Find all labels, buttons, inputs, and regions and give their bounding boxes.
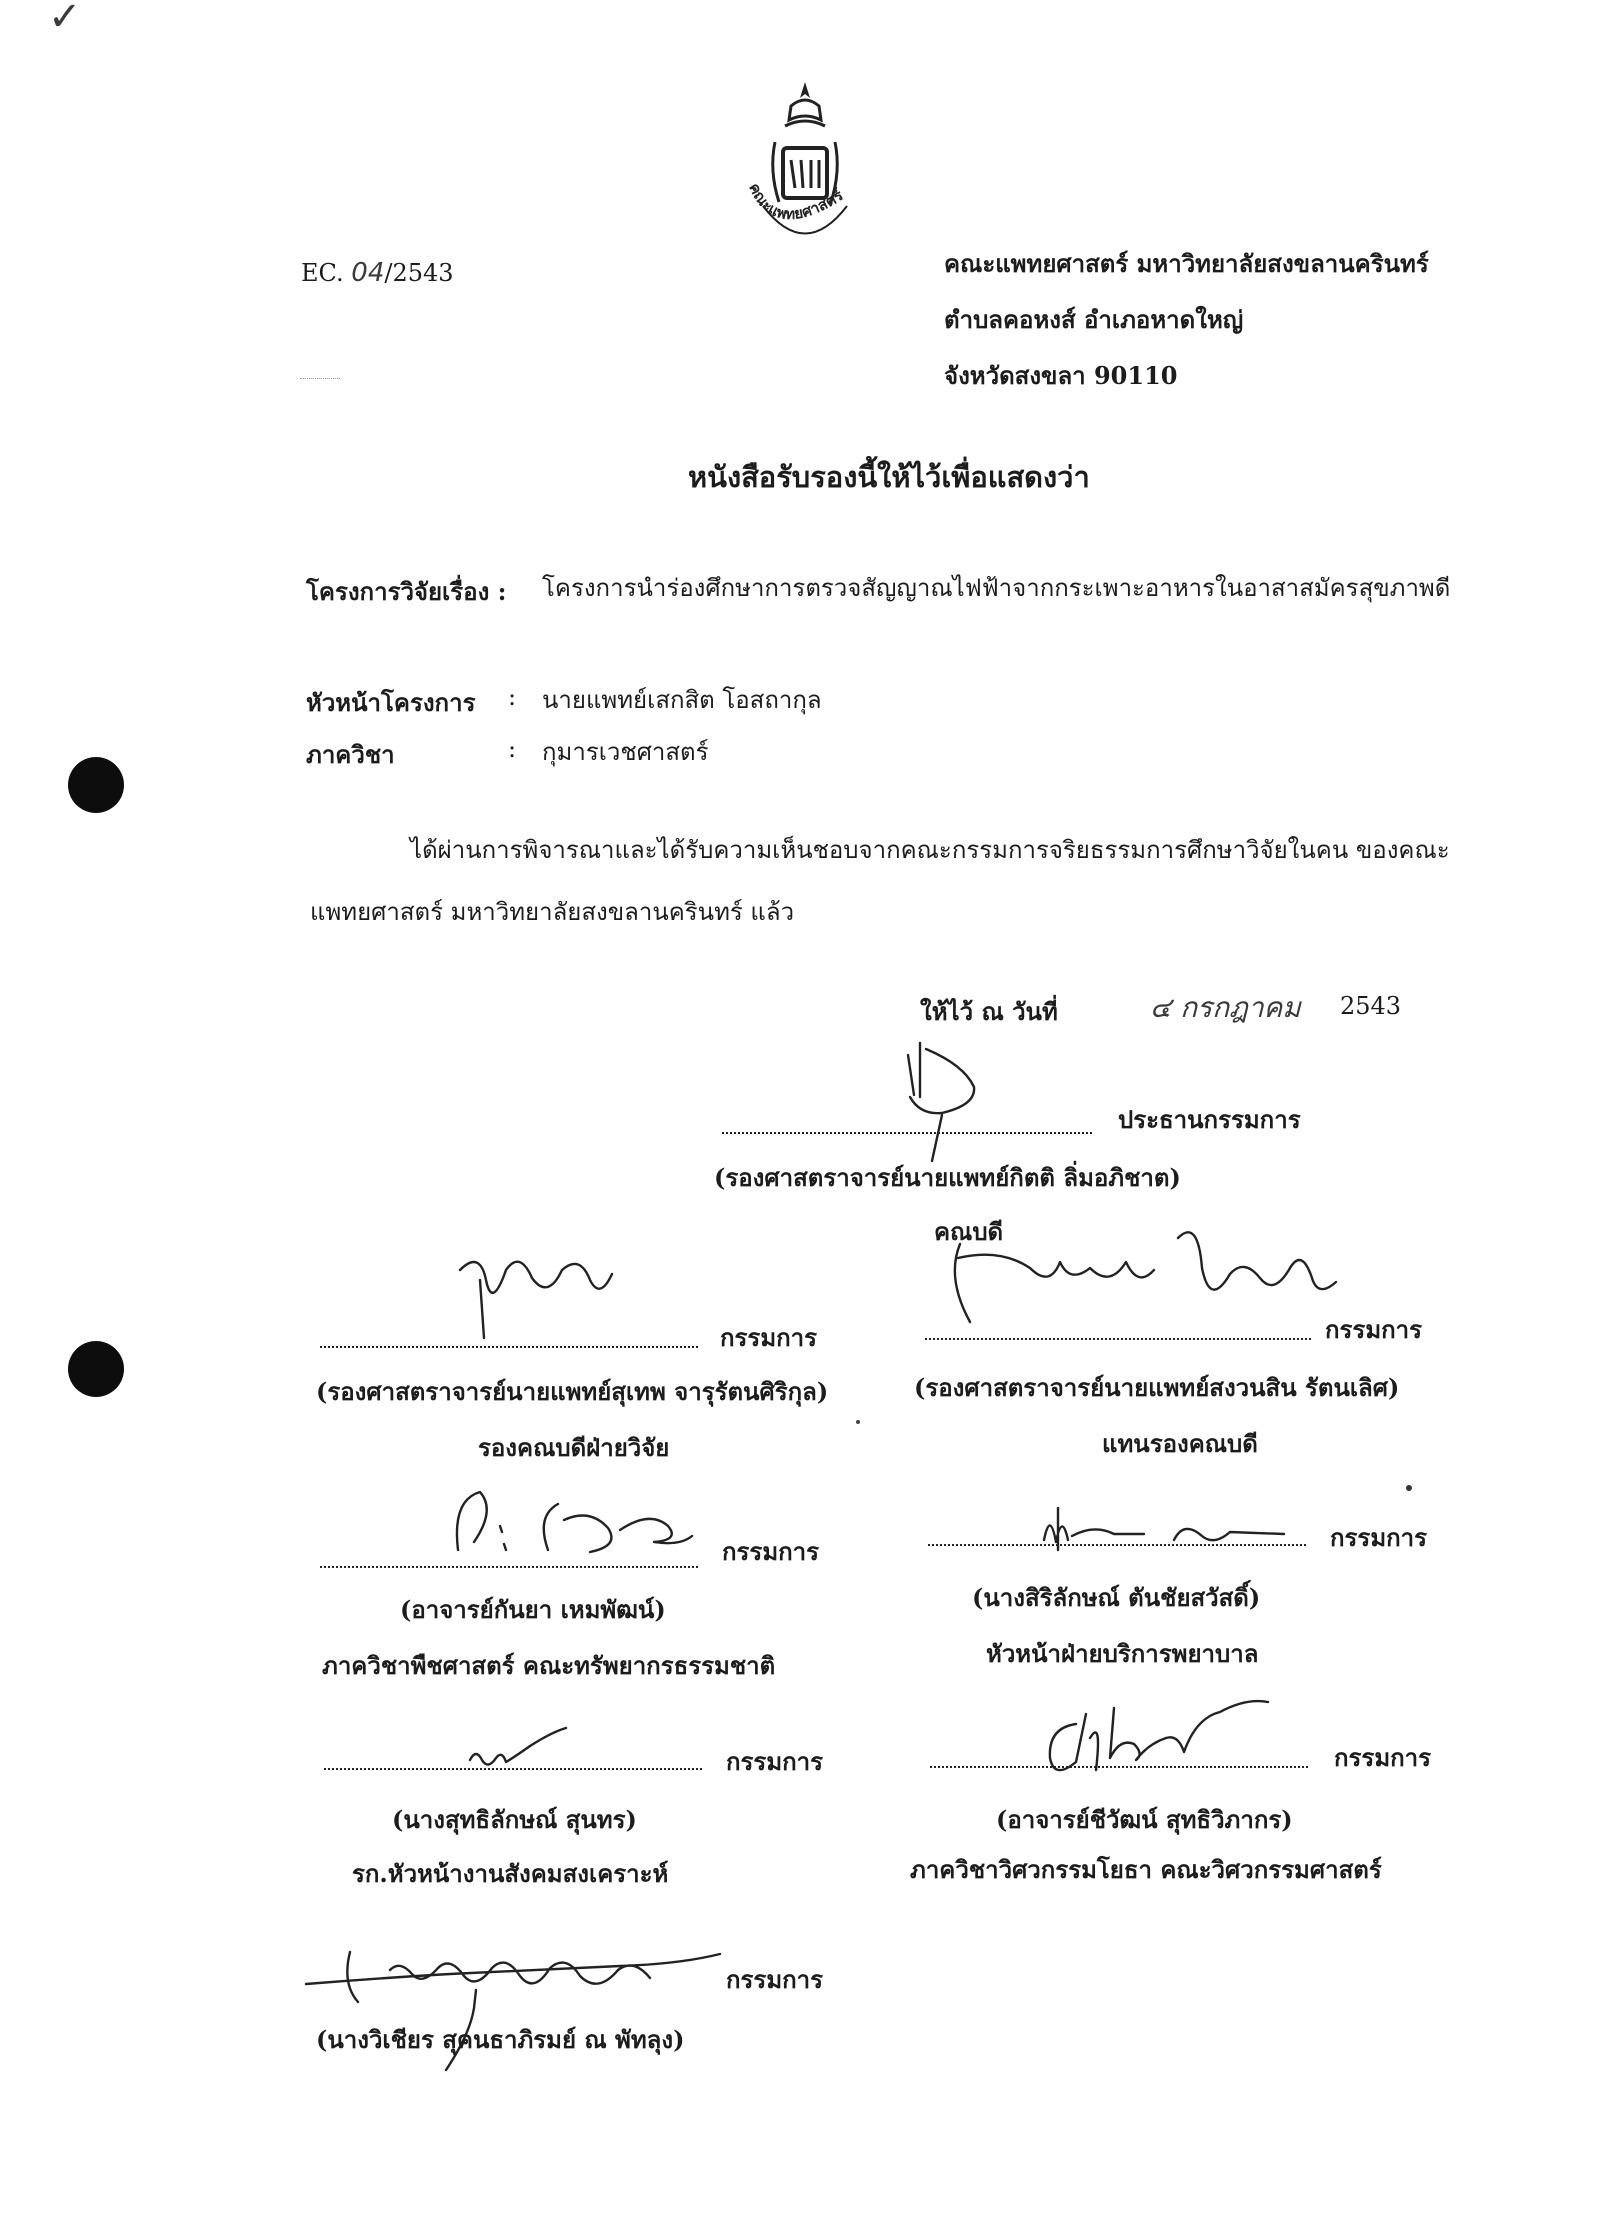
member-6-position: ภาควิชาวิศวกรรมโยธา คณะวิศวกรรมศาสตร์: [910, 1855, 1382, 1884]
address-line-3: จังหวัดสงขลา 90110: [944, 361, 1178, 390]
certificate-title: หนังสือรับรองนี้ให้ไว้เพื่อแสดงว่า: [688, 460, 1090, 494]
chairman-signature: [880, 1035, 1000, 1165]
faculty-seal: [735, 76, 875, 256]
member-7-role: กรรมการ: [726, 1965, 824, 1994]
project-title: โครงการนำร่องศึกษาการตรวจสัญญาณไฟฟ้าจากกระเพาะอาหารในอาสาสมัครสุขภาพดี: [542, 574, 1451, 602]
chairman-signature-line: [722, 1132, 1092, 1134]
reference-prefix: EC.: [301, 259, 344, 287]
member-1-signature-line: [320, 1346, 698, 1348]
scan-speck: [300, 378, 340, 379]
punch-hole: [68, 757, 124, 813]
member-3-signature-line: [320, 1566, 698, 1568]
member-3-position: ภาควิชาพืชศาสตร์ คณะทรัพยากรธรรมชาติ: [322, 1651, 776, 1680]
member-5-name: (นางสุทธิลักษณ์ สุนทร): [392, 1805, 637, 1834]
member-3-signature: [440, 1480, 700, 1570]
member-4-signature: [1034, 1500, 1314, 1560]
body-text-line-1: ได้ผ่านการพิจารณาและได้รับความเห็นชอบจากคณะกรรมการจริยธรรมการศึกษาวิจัยในคน ของคณะ: [410, 836, 1450, 864]
member-2-signature-line: [925, 1338, 1311, 1340]
date-handwritten: ๔ กรกฎาคม: [1150, 991, 1301, 1024]
member-3-name: (อาจารย์กันยา เหมพัฒน์): [400, 1595, 666, 1624]
member-3-role: กรรมการ: [722, 1537, 820, 1566]
reference-handwritten-number: 04: [351, 258, 385, 288]
seal-caption: คณะแพทยศาสตร์: [745, 180, 847, 224]
member-6-name: (อาจารย์ชีวัฒน์ สุทธิวิภากร): [996, 1805, 1293, 1834]
member-5-position: รก.หัวหน้างานสังคมสงเคราะห์: [352, 1859, 669, 1888]
chairman-position: คณบดี: [934, 1217, 1004, 1246]
member-4-role: กรรมการ: [1330, 1523, 1428, 1552]
member-5-signature: [466, 1720, 576, 1780]
body-text-line-2: แพทยศาสตร์ มหาวิทยาลัยสงขลานครินทร์ แล้ว: [310, 898, 795, 926]
member-1-position: รองคณบดีฝ่ายวิจัย: [478, 1433, 670, 1462]
date-prefix: ให้ไว้ ณ วันที่: [920, 997, 1058, 1026]
member-4-position: หัวหน้าฝ่ายบริการพยาบาล: [986, 1639, 1259, 1668]
member-1-signature: [440, 1240, 620, 1340]
date-year: 2543: [1340, 992, 1402, 1020]
handwritten-check-mark: ✓: [48, 0, 82, 40]
punch-hole: [68, 1341, 124, 1397]
member-2-name: (รองศาสตราจารย์นายแพทย์สงวนสิน รัตนเลิศ): [914, 1373, 1400, 1402]
scan-speck: [856, 1420, 860, 1424]
member-6-role: กรรมการ: [1334, 1743, 1432, 1772]
department-label: ภาควิชา: [306, 740, 395, 769]
member-5-role: กรรมการ: [726, 1747, 824, 1776]
member-4-signature-line: [928, 1544, 1306, 1546]
member-4-name: (นางสิริลักษณ์ ตันชัยสวัสดิ์): [972, 1583, 1261, 1612]
head-label: หัวหน้าโครงการ: [306, 688, 476, 717]
member-6-signature: [1036, 1678, 1276, 1788]
member-2-signature: [940, 1218, 1360, 1338]
member-1-name: (รองศาสตราจารย์นายแพทย์สุเทพ จารุรัตนศิริกุล): [316, 1377, 829, 1406]
member-5-signature-line: [324, 1768, 702, 1770]
reference-number: [301, 258, 454, 288]
address-line-1: คณะแพทยศาสตร์ มหาวิทยาลัยสงขลานครินทร์: [944, 249, 1429, 278]
head-colon: :: [508, 683, 517, 711]
chairman-name: (รองศาสตราจารย์นายแพทย์กิตติ ลิ่มอภิชาต): [714, 1163, 1181, 1192]
reference-suffix: /2543: [384, 259, 454, 287]
member-6-signature-line: [930, 1766, 1308, 1768]
department-colon: :: [508, 735, 517, 763]
address-line-2: ตำบลคอหงส์ อำเภอหาดใหญ่: [944, 305, 1244, 334]
member-2-position: แทนรองคณบดี: [1102, 1429, 1258, 1458]
scan-speck: [1406, 1485, 1412, 1491]
department-name: กุมารเวชศาสตร์: [542, 738, 709, 766]
project-label: โครงการวิจัยเรื่อง :: [306, 577, 507, 606]
member-1-role: กรรมการ: [720, 1323, 818, 1352]
member-7-name: (นางวิเชียร สุคนธาภิรมย์ ณ พัทลุง): [316, 2025, 685, 2054]
member-2-role: กรรมการ: [1325, 1315, 1423, 1344]
head-name: นายแพทย์เสกสิต โอสถากุล: [542, 686, 822, 714]
chairman-role: ประธานกรรมการ: [1118, 1105, 1301, 1134]
